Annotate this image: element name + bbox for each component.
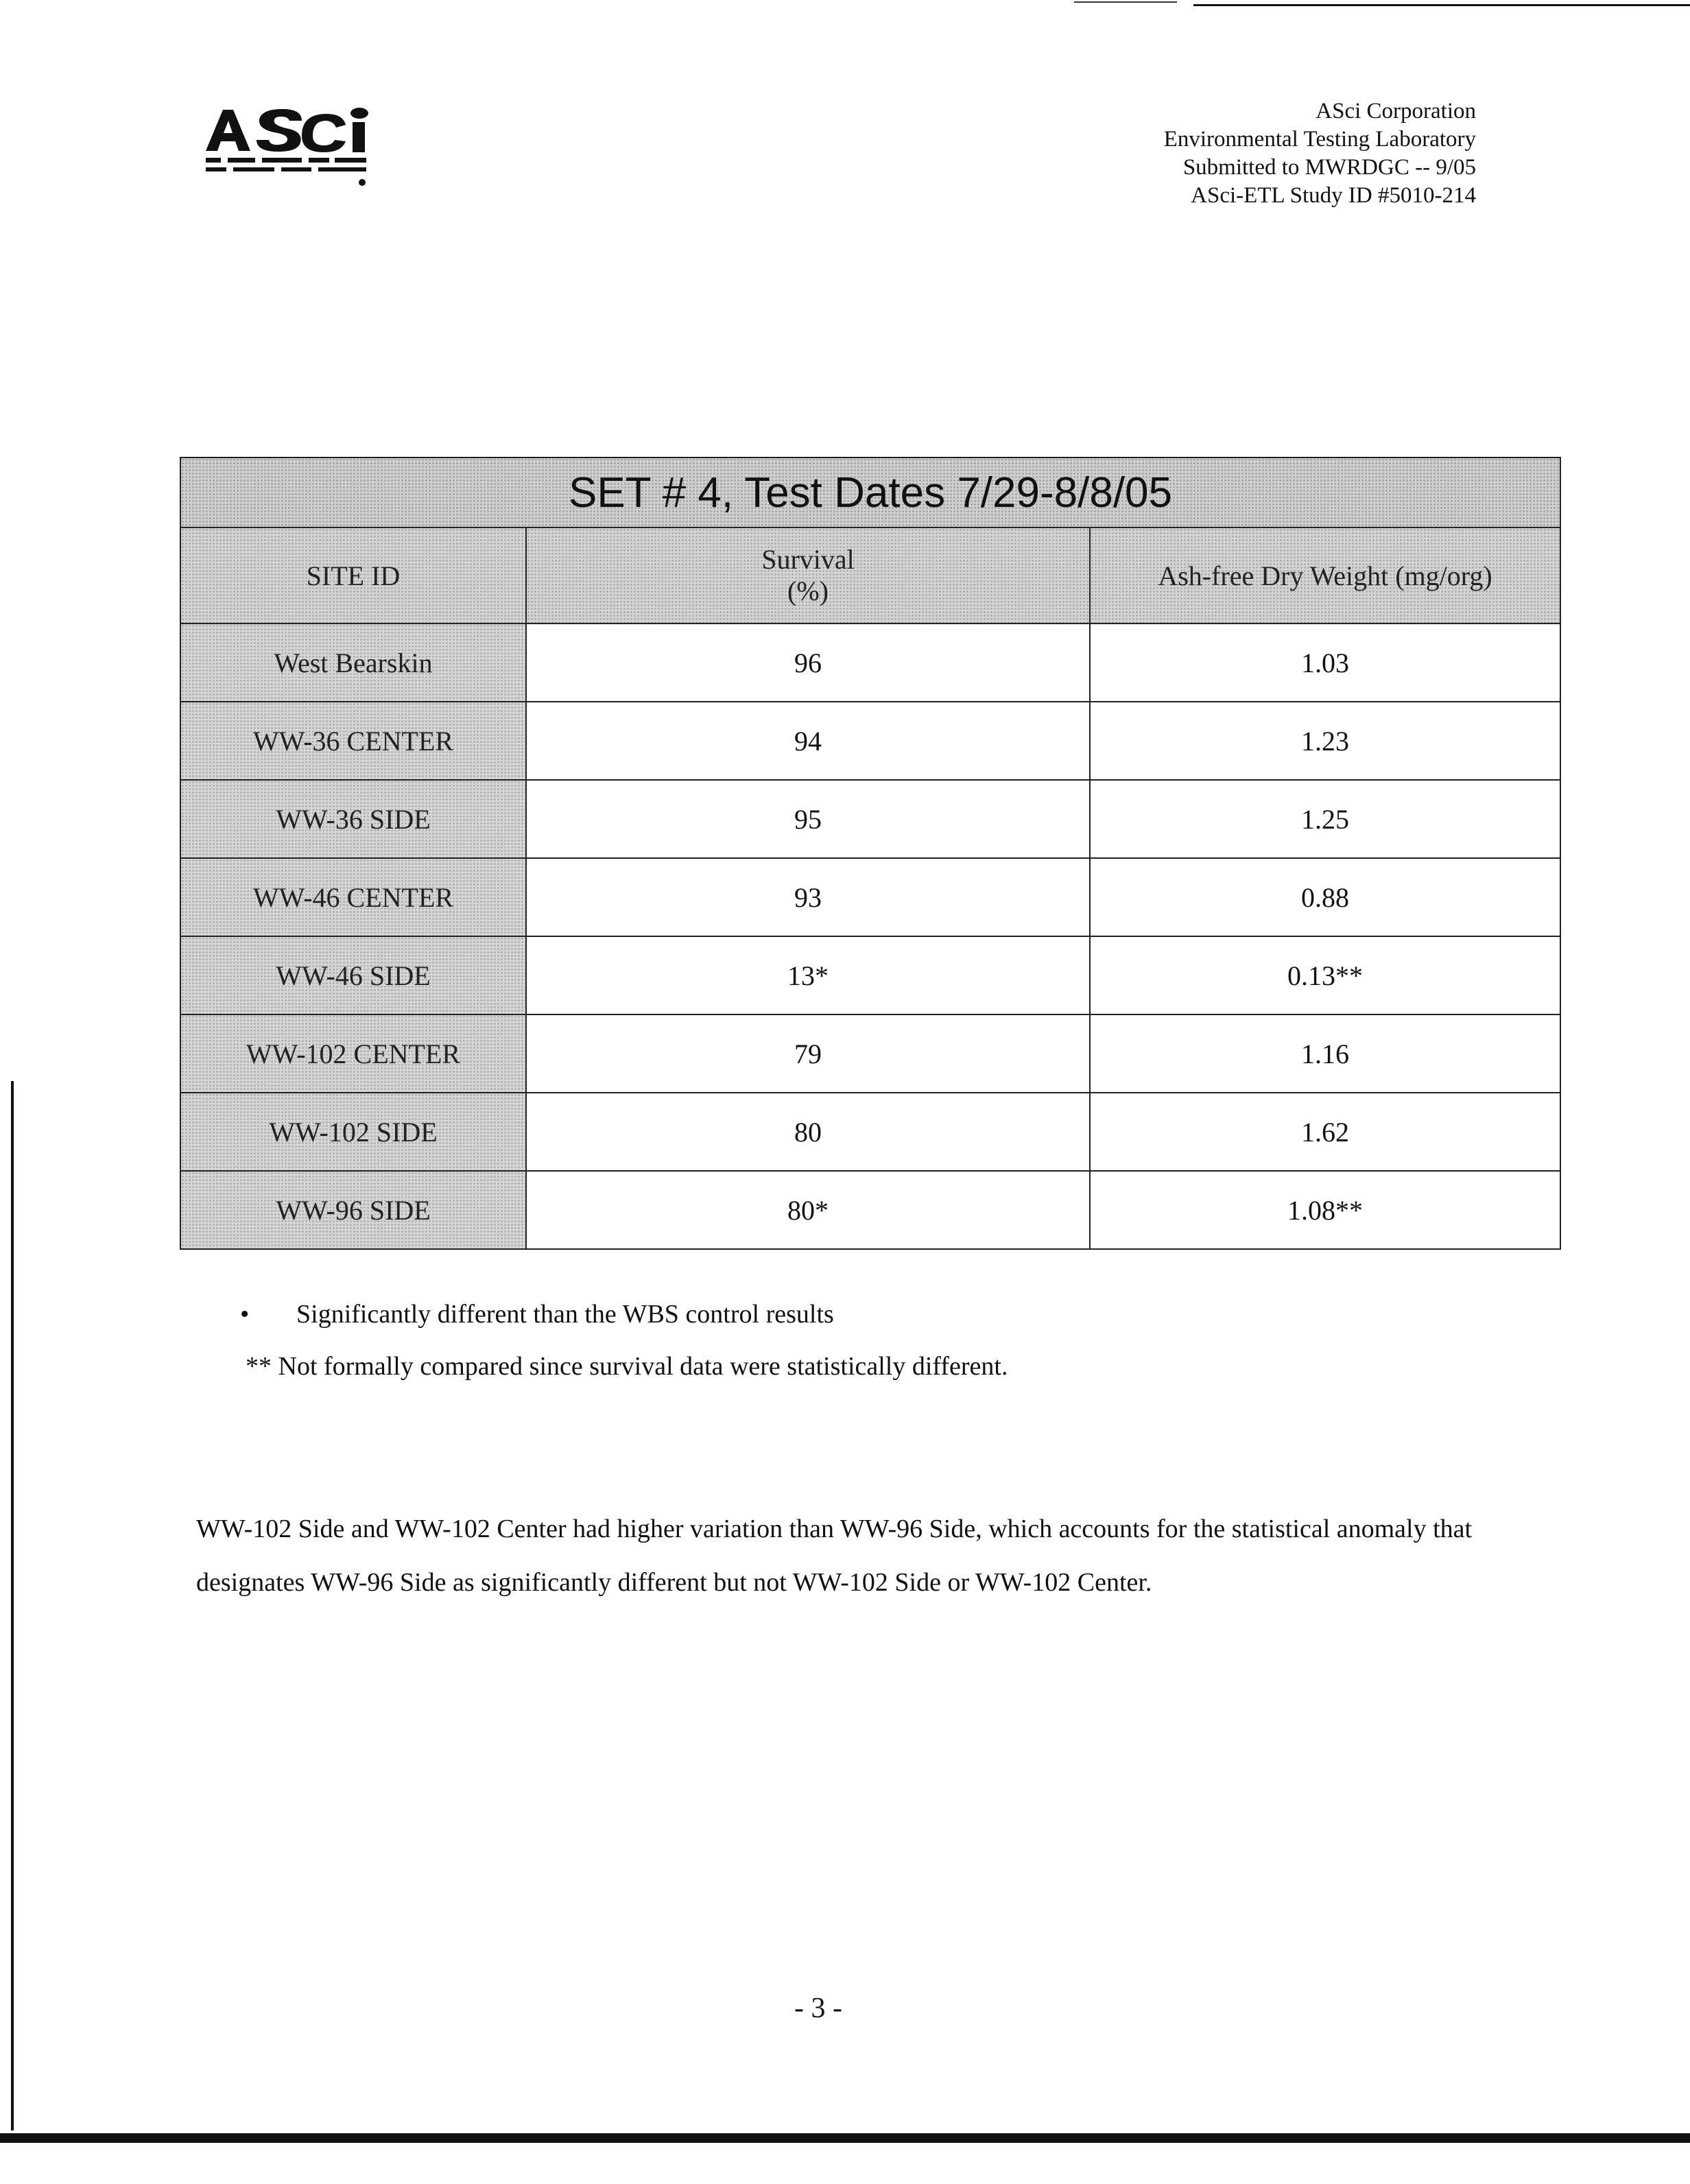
survival-cell: 79 (526, 1014, 1090, 1093)
weight-cell: 1.03 (1090, 624, 1560, 702)
weight-cell: 1.08** (1090, 1171, 1560, 1249)
weight-cell: 0.13** (1090, 936, 1560, 1014)
weight-cell: 0.88 (1090, 858, 1560, 936)
weight-cell: 1.25 (1090, 780, 1560, 858)
site-id-cell: WW-102 SIDE (180, 1093, 526, 1171)
top-rule-short (1074, 1, 1177, 3)
header-company: ASci Corporation (1316, 99, 1476, 123)
table-row (180, 1171, 1560, 1249)
survival-cell: 13* (526, 936, 1090, 1014)
bullet-icon: • (240, 1300, 250, 1329)
table-title: SET # 4, Test Dates 7/29-8/8/05 (180, 458, 1560, 527)
survival-cell: 96 (526, 624, 1090, 702)
survival-cell: 94 (526, 702, 1090, 780)
header-site-id: SITE ID (180, 527, 526, 624)
site-id-cell: WW-102 CENTER (180, 1014, 526, 1093)
survival-cell: 93 (526, 858, 1090, 936)
header-survival (526, 527, 1090, 624)
footnote-2-text: ** Not formally compared since survival data were statistically different. (246, 1352, 1008, 1381)
table-row (180, 702, 1560, 780)
results-table-grid (180, 457, 1561, 1250)
site-id-cell: WW-46 CENTER (180, 858, 526, 936)
table-row (180, 858, 1560, 936)
table-row (180, 1093, 1560, 1171)
weight-cell: 1.16 (1090, 1014, 1560, 1093)
header-study-id: ASci-ETL Study ID #5010-214 (1191, 183, 1476, 208)
header-submitted: Submitted to MWRDGC -- 9/05 (1182, 155, 1476, 180)
table-row (180, 780, 1560, 858)
bottom-scan-edge (0, 2133, 1690, 2143)
results-table (180, 457, 1560, 1250)
header-survival-label: Survival (761, 544, 855, 575)
asci-logo (199, 103, 432, 199)
weight-cell: 1.62 (1090, 1093, 1560, 1171)
header-weight: Ash-free Dry Weight (mg/org) (1090, 527, 1560, 624)
weight-cell: 1.23 (1090, 702, 1560, 780)
site-id-cell: WW-36 SIDE (180, 780, 526, 858)
site-id-cell: WW-96 SIDE (180, 1171, 526, 1249)
survival-cell: 80* (526, 1171, 1090, 1249)
body-paragraph: WW-102 Side and WW-102 Center had higher variation than WW-96 Side, which accounts for the statistical anomaly that designates WW-96 Side as significantly different but not WW-102 Side or WW-102 Center. (196, 1515, 1473, 1597)
header-block (1164, 97, 1476, 210)
survival-cell: 80 (526, 1093, 1090, 1171)
header-survival-unit: (%) (787, 575, 829, 606)
page-number: - 3 - (794, 1993, 842, 2024)
top-rule (1193, 4, 1690, 6)
site-id-cell: WW-46 SIDE (180, 936, 526, 1014)
site-id-cell: WW-36 CENTER (180, 702, 526, 780)
header-lab: Environmental Testing Laboratory (1163, 127, 1476, 152)
left-scan-edge (11, 1081, 14, 2130)
site-id-cell: West Bearskin (180, 624, 526, 702)
table-row (180, 936, 1560, 1014)
footnote-1-text: Significantly different than the WBS control results (296, 1300, 834, 1329)
table-body (180, 624, 1560, 1249)
table-row (180, 1014, 1560, 1093)
survival-cell: 95 (526, 780, 1090, 858)
table-row (180, 624, 1560, 702)
